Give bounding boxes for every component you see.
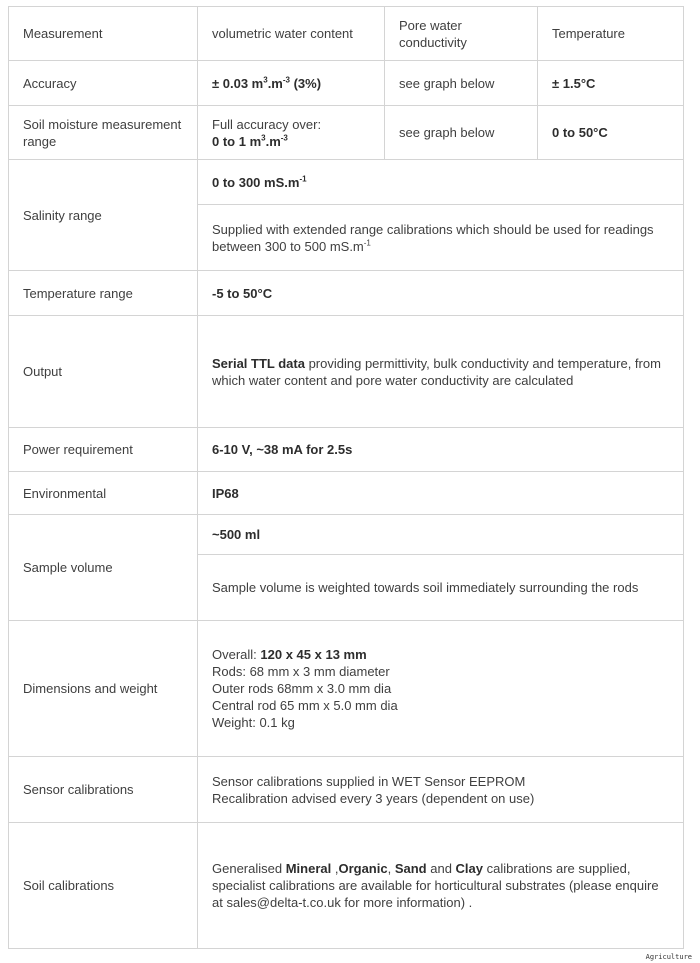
row-sample-volume xyxy=(9,515,684,555)
header-measurement: Measurement xyxy=(9,7,198,61)
output-cell xyxy=(198,316,684,428)
row-output xyxy=(9,316,684,428)
moisture-range-label: Soil moisture measurement range xyxy=(9,106,198,160)
dimensions-outer-rods: Outer rods 68mm x 3.0 mm dia xyxy=(212,681,392,696)
accuracy-vwc-sup2: -3 xyxy=(282,75,290,85)
soil-cal-clay: Clay xyxy=(455,861,484,876)
header-pwc: Pore water conductivity xyxy=(385,7,538,61)
accuracy-vwc-pre: ± 0.03 m xyxy=(212,75,264,91)
dimensions-weight: Weight: 0.1 kg xyxy=(212,715,295,730)
sample-volume-cell xyxy=(198,515,684,555)
dimensions-overall-label: Overall: xyxy=(212,647,261,662)
moisture-range-sup2: -3 xyxy=(280,133,288,143)
soil-cal-mineral: Mineral xyxy=(285,861,332,876)
moisture-range-sup1: 3 xyxy=(261,133,266,143)
row-soil-calibrations xyxy=(9,823,684,949)
sensor-cal-line2: Recalibration advised every 3 years (dependent on use) xyxy=(212,790,535,806)
soil-cal-t3: , xyxy=(387,861,395,876)
accuracy-vwc-mid: .m xyxy=(267,75,283,91)
temperature-range-value: -5 to 50°C xyxy=(212,285,273,301)
soil-cal-t1: Generalised xyxy=(212,861,286,876)
salinity-label: Salinity range xyxy=(9,160,198,271)
salinity-value-text: 0 to 300 mS.m xyxy=(212,174,300,190)
moisture-range-vwc-value: 0 to 1 m xyxy=(212,133,262,149)
dimensions-central-rod: Central rod 65 mm x 5.0 mm dia xyxy=(212,698,398,713)
moisture-range-vwc xyxy=(198,106,385,160)
accuracy-temp xyxy=(538,61,684,106)
output-label: Output xyxy=(9,316,198,428)
sample-volume-value: ~500 ml xyxy=(212,527,261,542)
header-temperature: Temperature xyxy=(538,7,684,61)
output-bold: Serial TTL data xyxy=(212,355,305,371)
soil-cal-sand: Sand xyxy=(394,861,427,876)
dimensions-cell xyxy=(198,621,684,757)
row-dimensions xyxy=(9,621,684,757)
output-text: providing permittivity, bulk conductivity and temperature, from which water content and pore water conductivity are calculated xyxy=(212,355,661,388)
environmental-label: Environmental xyxy=(9,472,198,515)
power-cell xyxy=(198,428,684,472)
power-value: 6-10 V, ~38 mA for 2.5s xyxy=(212,442,353,457)
soil-cal-organic: Organic xyxy=(338,861,388,876)
environmental-cell xyxy=(198,472,684,515)
salinity-note-text: Supplied with extended range calibrations which should be used for readings between 300 to 500 mS.m xyxy=(212,221,654,254)
soil-cal-cell xyxy=(198,823,684,949)
dimensions-label: Dimensions and weight xyxy=(9,621,198,757)
sample-volume-note: Sample volume is weighted towards soil immediately surrounding the rods xyxy=(198,555,684,621)
salinity-value-sup: -1 xyxy=(299,174,307,184)
row-salinity xyxy=(9,160,684,205)
power-label: Power requirement xyxy=(9,428,198,472)
row-sensor-calibrations xyxy=(9,757,684,823)
row-environmental xyxy=(9,472,684,515)
environmental-value: IP68 xyxy=(212,485,239,501)
dimensions-overall-value: 120 x 45 x 13 mm xyxy=(260,647,367,662)
sensor-cal-label: Sensor calibrations xyxy=(9,757,198,823)
accuracy-vwc-post: (3%) xyxy=(289,75,322,91)
row-temperature-range xyxy=(9,271,684,316)
row-power xyxy=(9,428,684,472)
accuracy-pwc: see graph below xyxy=(385,61,538,106)
temperature-range-label: Temperature range xyxy=(9,271,198,316)
accuracy-label: Accuracy xyxy=(9,61,198,106)
header-vwc: volumetric water content xyxy=(198,7,385,61)
soil-cal-t2: , xyxy=(331,861,339,876)
sensor-cal-cell xyxy=(198,757,684,823)
salinity-note-sup: -1 xyxy=(363,238,371,248)
soil-cal-t5: calibrations are supplied, specialist calibrations are available for horticultural substrates (please enquire at sales@delta-t.co.uk for more information) . xyxy=(212,861,659,910)
sample-volume-label: Sample volume xyxy=(9,515,198,621)
soil-cal-label: Soil calibrations xyxy=(9,823,198,949)
dimensions-rods: Rods: 68 mm x 3 mm diameter xyxy=(212,664,390,679)
moisture-range-pwc: see graph below xyxy=(385,106,538,160)
specifications-table xyxy=(8,6,684,949)
header-row xyxy=(9,7,684,61)
row-moisture-range xyxy=(9,106,684,160)
accuracy-vwc-sup1: 3 xyxy=(263,75,268,85)
temperature-range-cell xyxy=(198,271,684,316)
salinity-note xyxy=(198,205,684,271)
moisture-range-temp-value: 0 to 50°C xyxy=(552,125,608,140)
moisture-range-vwc-line1: Full accuracy over: xyxy=(212,116,322,132)
footer-tag: Agriculture xyxy=(645,953,692,961)
salinity-value xyxy=(198,160,684,205)
accuracy-temp-value: ± 1.5°C xyxy=(552,75,596,91)
moisture-range-mid: .m xyxy=(265,133,281,149)
row-accuracy xyxy=(9,61,684,106)
accuracy-vwc xyxy=(198,61,385,106)
sensor-cal-line1: Sensor calibrations supplied in WET Sensor EEPROM xyxy=(212,773,526,789)
moisture-range-temp xyxy=(538,106,684,160)
soil-cal-t4: and xyxy=(426,861,456,876)
